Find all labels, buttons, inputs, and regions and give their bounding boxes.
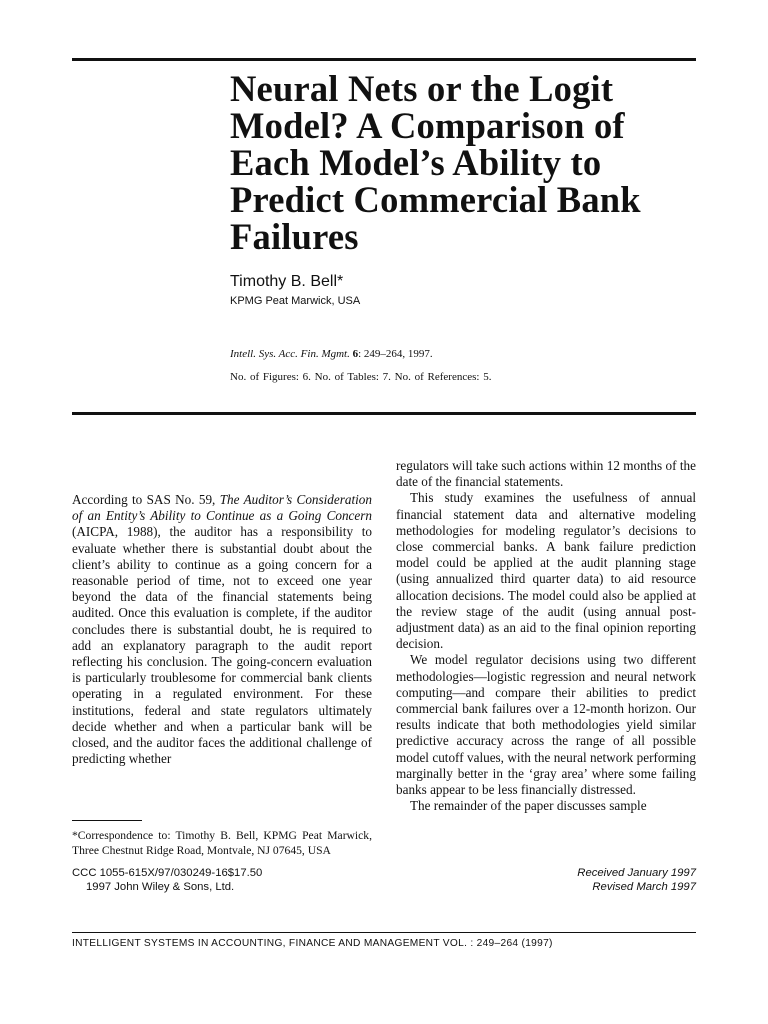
author-affiliation: KPMG Peat Marwick, USA	[230, 295, 361, 307]
journal-abbrev: Intell. Sys. Acc. Fin. Mgmt.	[230, 348, 350, 360]
revised-date: Revised March 1997	[592, 881, 696, 893]
top-rule	[72, 58, 696, 61]
paragraph-study-purpose: This study examines the usefulness of annual financial statement data and alternative modeling methodologies for modeling regulator’s decisions to close commercial banks. A bank failure prediction model could be applied at the audit planning stage (using annualized third quarter data) to aid resource allocation decisions. The model could also be applied at the review stage of the audit (using annual post-adjustment data) as an aid to the final opinion reporting decision.	[396, 490, 696, 652]
header-rule	[72, 412, 696, 415]
paragraph-remainder: The remainder of the paper discusses sample	[410, 798, 647, 814]
intro-text-a: According to SAS No. 59,	[72, 492, 220, 507]
intro-text-b: (AICPA, 1988), the auditor has a responsibility to evaluate whether there is substantial doubt about the client’s ability to continue as a going concern for a reasonable period of time, not to exceed one year beyond the data of the financial statements being audited. Once this evaluation is complete, if the auditor concludes there is substantial doubt, he is required to add an explanatory paragraph to the audit report reflecting his conclusion. The going-concern evaluation is particularly troublesome for commercial bank clients operating in a regulated environment. For these institutions, federal and state regulators ultimately decide whether and when a particular bank will be closed, and the auditor faces the additional challenge of predicting whether	[72, 524, 372, 767]
received-date: Received January 1997	[577, 867, 696, 879]
footer-rule	[72, 932, 696, 933]
journal-volume: 6	[352, 348, 359, 360]
article-title: Neural Nets or the Logit Model? A Comparison of Each Model’s Ability to Predict Commercial Bank Failures	[230, 68, 641, 257]
cited-standard-title: The Auditor’s Consideration of an Entity’s Ability to Continue as a Going Concern	[72, 492, 372, 524]
intro-paragraph	[72, 492, 372, 767]
right-column	[396, 458, 696, 814]
copyright-line: 1997 John Wiley & Sons, Ltd.	[86, 881, 235, 893]
author-name: Timothy B. Bell*	[230, 273, 344, 290]
footnote-rule	[72, 820, 142, 821]
journal-pages-year: : 249–264, 1997.	[358, 348, 433, 360]
correspondence-footnote: *Correspondence to: Timothy B. Bell, KPMG Peat Marwick, Three Chestnut Ridge Road, Montvale, NJ 07645, USA	[72, 829, 372, 857]
paragraph-continuation: regulators will take such actions within 12 months of the date of the financial statements.	[396, 458, 696, 490]
journal-citation	[230, 348, 433, 360]
ccc-code: CCC 1055-615X/97/030249-16$17.50	[72, 867, 263, 879]
ccc-code-block	[72, 866, 372, 894]
article-counts: No. of Figures: 6. No. of Tables: 7. No. of References: 5.	[230, 371, 492, 383]
received-dates	[577, 866, 696, 894]
left-column	[72, 492, 372, 767]
running-footer: INTELLIGENT SYSTEMS IN ACCOUNTING, FINANCE AND MANAGEMENT VOL. : 249–264 (1997)	[72, 938, 553, 949]
paragraph-methodology: We model regulator decisions using two different methodologies—logistic regression and neural network computing—and compare their abilities to predict commercial bank failures over a 12-month horizon. Our results indicate that both methodologies yield similar predictive accuracy across the range of all possible model cutoff values, with the neural network performing marginally better in the ‘gray area’ where some failing banks appear to be less financially distressed.	[396, 652, 696, 798]
